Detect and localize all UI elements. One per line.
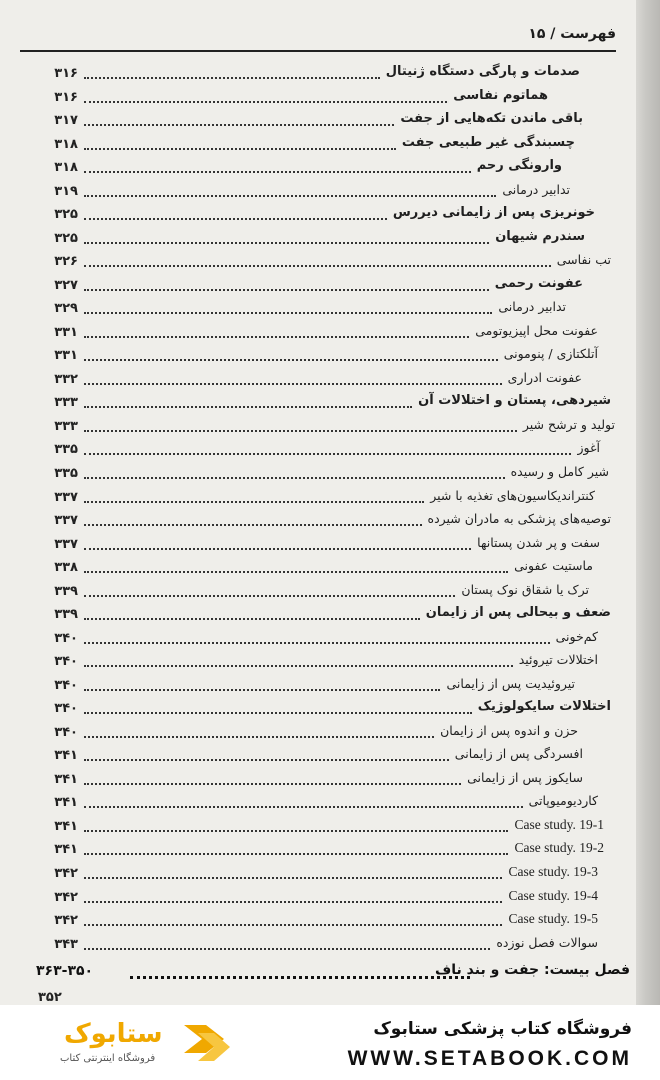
dot-leader xyxy=(84,877,502,879)
dot-leader xyxy=(84,265,551,267)
toc-title: اختلالات سایکولوژیک xyxy=(477,699,611,715)
page-title: فهرست / ۱۵ xyxy=(528,26,616,42)
dot-leader xyxy=(84,642,550,644)
dot-leader xyxy=(84,148,396,150)
toc-title: اختلالات تیروئید xyxy=(518,652,598,668)
toc-entry[interactable] xyxy=(0,817,660,837)
toc-entry[interactable] xyxy=(0,370,660,390)
brand-tagline: فروشگاه اینترنتی کتاب xyxy=(60,1053,156,1064)
toc-title: سوالات فصل نوزده xyxy=(496,934,598,950)
store-url[interactable]: WWW.SETABOOK.COM xyxy=(347,1047,632,1070)
toc-page-number: ۳۲۷ xyxy=(54,277,78,293)
toc-page-number: ۳۴۰ xyxy=(54,701,78,717)
page-header xyxy=(20,24,616,52)
dot-leader xyxy=(84,312,492,314)
toc-entry[interactable] xyxy=(0,323,660,343)
toc-page-number: ۳۴۱ xyxy=(54,771,78,787)
dot-leader xyxy=(84,571,508,573)
toc-title: هماتوم نفاسی xyxy=(453,87,548,103)
toc-title: ضعف و بیحالی پس از زایمان xyxy=(425,605,611,621)
next-page-number: ۳۵۲ xyxy=(38,990,62,1005)
toc-page-number: ۳۳۷ xyxy=(54,513,78,529)
toc-page-number: ۳۲۵ xyxy=(54,207,78,223)
store-logo[interactable] xyxy=(24,1019,264,1069)
toc-page-number: ۳۴۳ xyxy=(54,936,78,952)
toc-entry[interactable] xyxy=(0,911,660,931)
dot-leader xyxy=(84,124,394,126)
dot-leader xyxy=(84,548,471,550)
toc-page-number: ۳۴۱ xyxy=(54,795,78,811)
toc-page-number: ۳۳۱ xyxy=(54,324,78,340)
toc-entry[interactable] xyxy=(0,229,660,249)
toc-entry[interactable] xyxy=(0,888,660,908)
toc-page-number: ۳۳۷ xyxy=(54,489,78,505)
toc-entry[interactable] xyxy=(0,793,660,813)
dot-leader xyxy=(84,195,496,197)
brand-wordmark: ستابوک xyxy=(64,1019,163,1049)
toc-title: Case study. 19-2 xyxy=(514,840,604,856)
dot-leader xyxy=(84,712,472,714)
dot-leader xyxy=(84,406,412,408)
dot-leader xyxy=(84,242,489,244)
toc-title: ترک یا شقاق نوک پستان xyxy=(461,581,589,597)
dot-leader xyxy=(84,453,571,455)
toc-title: تدابیر درمانی xyxy=(502,181,570,197)
toc-page-number: ۳۱۶ xyxy=(54,66,78,81)
toc-entry[interactable] xyxy=(0,582,660,602)
toc-page-number: ۳۲۶ xyxy=(54,254,78,270)
toc-entry[interactable] xyxy=(0,158,660,178)
toc-page-number: ۳۳۸ xyxy=(54,560,78,576)
toc-title: سفت و پر شدن پستانها xyxy=(477,534,600,550)
dot-leader xyxy=(130,976,470,979)
toc-entry[interactable] xyxy=(0,135,660,155)
toc-title: توصیه‌های پزشکی به مادران شیرده xyxy=(427,511,611,527)
toc-entry[interactable] xyxy=(0,535,660,555)
toc-title: عفونت محل اپیزیوتومی xyxy=(475,322,598,338)
toc-title: کنتراندیکاسیون‌های تغذیه با شیر xyxy=(430,487,595,503)
toc-title: حزن و اندوه پس از زایمان xyxy=(440,722,578,738)
toc-entry[interactable] xyxy=(0,652,660,672)
toc-entry[interactable] xyxy=(0,346,660,366)
toc-page-number: ۳۳۳ xyxy=(54,418,78,434)
dot-leader xyxy=(84,736,434,738)
toc-page-number: ۳۴۲ xyxy=(54,889,78,905)
toc-page-number: ۳۱۷ xyxy=(54,113,78,129)
toc-entry[interactable] xyxy=(0,676,660,696)
toc-entry[interactable] xyxy=(0,723,660,743)
toc-entry[interactable] xyxy=(0,935,660,955)
toc-page-number: ۳۴۱ xyxy=(54,748,78,764)
dot-leader xyxy=(84,171,471,173)
dot-leader xyxy=(84,77,380,79)
toc-title: سندرم شیهان xyxy=(495,228,585,244)
toc-entry[interactable] xyxy=(0,205,660,225)
toc-page-number: ۳۴۱ xyxy=(54,818,78,834)
toc-page-number: ۳۳۳ xyxy=(54,395,78,411)
toc-title: باقی ماندن تکه‌هایی از جفت xyxy=(400,111,583,127)
dot-leader xyxy=(84,101,447,103)
toc-entry[interactable] xyxy=(0,182,660,202)
toc-title: خونریزی پس از زایمانی دیررس xyxy=(392,205,595,221)
dot-leader xyxy=(84,595,455,597)
dot-leader xyxy=(84,901,502,903)
dot-leader xyxy=(84,924,502,926)
toc-title: تولید و ترشح شیر xyxy=(522,416,615,432)
toc-title: عفونت ادراری xyxy=(507,369,582,385)
toc-page-number: ۳۲۵ xyxy=(54,230,78,246)
chevron-logo-icon xyxy=(184,1019,244,1069)
dot-leader xyxy=(84,665,513,667)
toc-entry[interactable] xyxy=(0,558,660,578)
toc-title: کم‌خونی xyxy=(555,628,598,644)
toc-title: صدمات و پارگی دستگاه ژنیتال xyxy=(385,64,580,79)
toc-title: Case study. 19-4 xyxy=(508,887,598,903)
dot-leader xyxy=(84,830,508,832)
dot-leader xyxy=(84,289,489,291)
toc-page-number: ۳۱۹ xyxy=(54,183,78,199)
toc-entry[interactable] xyxy=(0,88,660,108)
toc-entry[interactable] xyxy=(0,464,660,484)
store-name: فروشگاه کتاب پزشکی ستابوک xyxy=(373,1019,632,1039)
chapter-title: فصل بیست: جفت و بند ناف xyxy=(435,962,630,978)
toc-entry[interactable] xyxy=(0,64,660,84)
dot-leader xyxy=(84,218,387,220)
toc-title: شیردهی، پستان و اختلالات آن xyxy=(418,393,611,409)
toc-title: افسردگی پس از زایمانی xyxy=(454,746,583,762)
toc-title: تیروئیدیت پس از زایمانی xyxy=(446,675,575,691)
dot-leader xyxy=(84,618,420,620)
toc-entry[interactable] xyxy=(0,746,660,766)
dot-leader xyxy=(84,336,469,338)
toc-page-number: ۳۴۲ xyxy=(54,866,78,882)
toc-entry[interactable] xyxy=(0,299,660,319)
toc-entry[interactable] xyxy=(0,864,660,884)
dot-leader xyxy=(84,524,422,526)
toc-page-number: ۳۱۶ xyxy=(54,89,78,105)
dot-leader xyxy=(84,383,502,385)
toc-entry[interactable] xyxy=(0,629,660,649)
dot-leader xyxy=(84,806,523,808)
toc-entry[interactable] xyxy=(0,605,660,625)
toc-title: Case study. 19-3 xyxy=(508,864,598,880)
toc-page-number: ۳۴۲ xyxy=(54,913,78,929)
toc-page-number: ۳۱۸ xyxy=(54,160,78,176)
toc-page-number: ۳۳۵ xyxy=(54,442,78,458)
toc-page-number: ۳۴۰ xyxy=(54,677,78,693)
toc-entry[interactable] xyxy=(0,440,660,460)
toc-entry[interactable] xyxy=(0,488,660,508)
toc-entry[interactable] xyxy=(0,840,660,860)
toc-page-number: ۳۳۹ xyxy=(54,583,78,599)
dot-leader xyxy=(84,948,490,950)
dot-leader xyxy=(84,501,424,503)
toc-page-number: ۳۴۰ xyxy=(54,724,78,740)
toc-title: تدابیر درمانی xyxy=(498,299,566,315)
toc-title: عفونت رحمی xyxy=(494,275,583,291)
toc-title: Case study. 19-1 xyxy=(514,816,604,832)
toc-title: کاردیومیوپاتی xyxy=(528,793,598,809)
toc-page-number: ۳۳۱ xyxy=(54,348,78,364)
toc-page-number: ۳۳۲ xyxy=(54,371,78,387)
toc-entry[interactable] xyxy=(0,111,660,131)
dot-leader xyxy=(84,783,461,785)
toc-title: آغوز xyxy=(577,440,600,456)
toc-page-number: ۳۴۰ xyxy=(54,630,78,646)
toc-page-number: ۳۳۹ xyxy=(54,607,78,623)
toc-page-number: ۳۳۵ xyxy=(54,466,78,481)
dot-leader xyxy=(84,359,498,361)
toc-title: Case study. 19-5 xyxy=(508,911,598,927)
toc-entry[interactable] xyxy=(0,511,660,531)
dot-leader xyxy=(84,477,505,479)
toc-page-number: ۳۲۹ xyxy=(54,301,78,317)
toc-page-number: ۳۴۰ xyxy=(54,654,78,670)
dot-leader xyxy=(84,759,449,761)
dot-leader xyxy=(84,689,440,691)
toc-title: آتلکتازی / پنومونی xyxy=(503,346,598,362)
toc-title: چسبندگی غیر طبیعی جفت xyxy=(401,134,575,150)
dot-leader xyxy=(84,853,508,855)
toc-title: تب نفاسی xyxy=(556,252,611,268)
toc-title: شیر کامل و رسیده xyxy=(510,464,609,479)
toc-page-number: ۳۴۱ xyxy=(54,842,78,858)
toc-entry[interactable] xyxy=(0,276,660,296)
toc-entry[interactable] xyxy=(0,770,660,790)
toc-entry[interactable] xyxy=(0,252,660,272)
toc-title: وارونگی رحم xyxy=(476,158,562,174)
toc-title: ماستیت عفونی xyxy=(514,558,593,574)
chapter-heading xyxy=(0,960,660,984)
toc-title: سایکوز پس از زایمانی xyxy=(467,769,583,785)
toc-page-number: ۳۱۸ xyxy=(54,136,78,152)
toc-page-number: ۳۳۷ xyxy=(54,536,78,552)
toc-entry[interactable] xyxy=(0,699,660,719)
toc-entry[interactable] xyxy=(0,393,660,413)
store-banner xyxy=(0,1005,660,1080)
chapter-page-range: ۳۶۳-۳۵۰ xyxy=(36,963,94,979)
dot-leader xyxy=(84,430,517,432)
toc-entry[interactable] xyxy=(0,417,660,437)
